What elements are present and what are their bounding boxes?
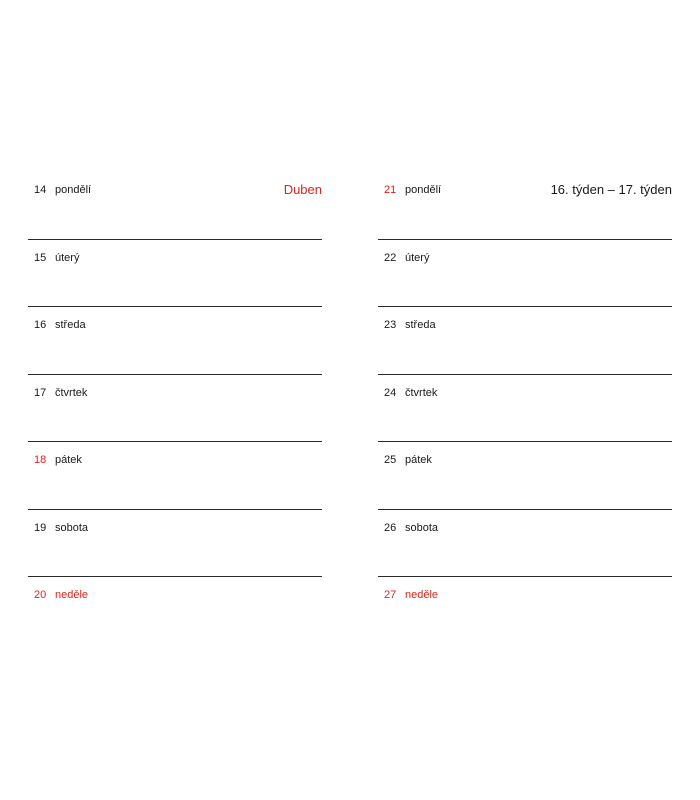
day-row-thursday xyxy=(28,375,322,443)
day-number: 16 xyxy=(34,319,47,331)
day-name: čtvrtek xyxy=(405,386,438,399)
day-name: pátek xyxy=(405,454,432,466)
day-name: neděle xyxy=(55,589,89,601)
left-page xyxy=(28,172,322,645)
day-number: 23 xyxy=(384,319,397,331)
day-number: 14 xyxy=(34,184,47,196)
day-row-wednesday xyxy=(28,307,322,375)
day-row-friday xyxy=(28,442,322,510)
day-name: pondělí xyxy=(405,184,442,196)
week-range-title: 16. týden – 17. týden xyxy=(550,182,672,197)
day-name: úterý xyxy=(405,251,430,264)
day-row-monday xyxy=(378,172,672,240)
day-number: 26 xyxy=(384,521,397,534)
day-number: 15 xyxy=(34,251,47,264)
day-number: 27 xyxy=(384,589,397,601)
day-name: sobota xyxy=(405,521,439,534)
day-row-tuesday xyxy=(378,240,672,308)
day-name: pátek xyxy=(55,454,82,466)
day-name: úterý xyxy=(55,251,80,264)
day-row-monday xyxy=(28,172,322,240)
day-row-saturday xyxy=(28,510,322,578)
day-number: 18 xyxy=(34,454,47,466)
day-row-saturday xyxy=(378,510,672,578)
day-number: 20 xyxy=(34,589,47,601)
day-number: 22 xyxy=(384,251,397,264)
day-name: čtvrtek xyxy=(55,386,88,399)
day-number: 21 xyxy=(384,184,397,196)
day-name: neděle xyxy=(405,589,439,601)
day-name: středa xyxy=(405,319,436,331)
day-number: 25 xyxy=(384,454,397,466)
day-row-tuesday xyxy=(28,240,322,308)
day-row-sunday xyxy=(28,577,322,645)
day-number: 24 xyxy=(384,386,397,399)
day-row-friday xyxy=(378,442,672,510)
day-number: 19 xyxy=(34,521,47,534)
day-name: pondělí xyxy=(55,184,92,196)
day-name: sobota xyxy=(55,521,89,534)
month-title: Duben xyxy=(283,182,322,197)
day-name: středa xyxy=(55,319,86,331)
day-row-thursday xyxy=(378,375,672,443)
day-row-sunday xyxy=(378,577,672,645)
day-row-wednesday xyxy=(378,307,672,375)
right-page xyxy=(378,172,672,645)
day-number: 17 xyxy=(34,386,47,399)
